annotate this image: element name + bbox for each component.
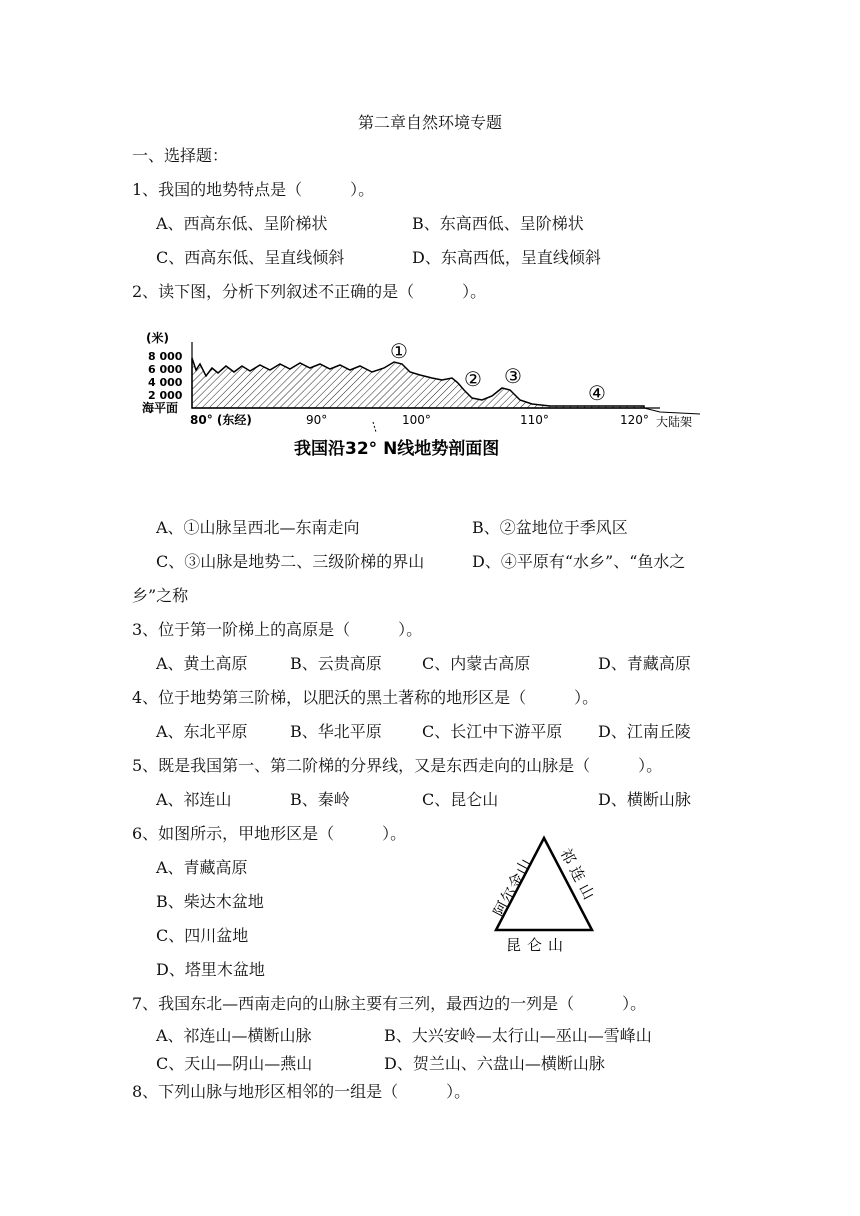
- label-qilian-mountains: 祁连山: [556, 845, 601, 907]
- q3-stem: 3、位于第一阶梯上的高原是（ ）。: [132, 620, 423, 639]
- q4-stem: 4、位于地势第三阶梯，以肥沃的黑土著称的地形区是（ ）。: [132, 688, 599, 707]
- q5-option-c: C、昆仑山: [422, 790, 499, 809]
- y-tick-6000: 6 000: [148, 363, 183, 376]
- x-tick-100: 100°: [402, 413, 431, 427]
- q4-option-c: C、长江中下游平原: [422, 722, 563, 741]
- q3-option-a: A、黄土高原: [156, 654, 248, 673]
- profile-caption: 我国沿32° N线地势剖面图: [294, 439, 500, 459]
- q6-option-a: A、青藏高原: [156, 858, 248, 877]
- q4-option-d: D、江南丘陵: [598, 722, 691, 741]
- q2-option-a: A、①山脉呈西北—东南走向: [156, 518, 360, 537]
- q1-option-b: B、东高西低、呈阶梯状: [412, 214, 584, 233]
- q1-option-d: D、东高西低，呈直线倾斜: [412, 248, 601, 267]
- q5-option-d: D、横断山脉: [598, 790, 691, 809]
- marker-2: ②: [464, 367, 482, 391]
- x-tick-80: 80° (东经): [190, 413, 252, 427]
- marker-1: ①: [390, 339, 408, 363]
- q1-option-a: A、西高东低、呈阶梯状: [156, 214, 328, 233]
- q2-option-b: B、②盆地位于季风区: [472, 518, 628, 537]
- y-tick-8000: 8 000: [148, 350, 183, 363]
- page-title: 第二章自然环境专题: [357, 113, 502, 132]
- q6-option-d: D、塔里木盆地: [156, 960, 265, 979]
- y-tick-2000: 2 000: [148, 389, 183, 402]
- q6-option-b: B、柴达木盆地: [156, 892, 264, 911]
- q7-option-c: C、天山—阴山—燕山: [156, 1054, 313, 1073]
- q1-option-c: C、西高东低、呈直线倾斜: [156, 248, 345, 267]
- q6-stem: 6、如图所示，甲地形区是（ ）。: [132, 824, 407, 843]
- q7-option-d: D、贺兰山、六盘山—横断山脉: [384, 1054, 605, 1073]
- tick-mark-32n: [373, 422, 376, 432]
- q3-option-c: C、内蒙古高原: [422, 654, 531, 673]
- q7-option-b: B、大兴安岭—太行山—巫山—雪峰山: [384, 1026, 652, 1045]
- q5-option-a: A、祁连山: [156, 790, 232, 809]
- terrain-profile: [192, 358, 644, 408]
- q6-option-c: C、四川盆地: [156, 926, 249, 945]
- marker-4: ④: [588, 381, 606, 405]
- continental-shelf-line: [644, 408, 700, 414]
- profile-unit: (米): [146, 331, 169, 345]
- sea-level-label: 海平面: [142, 401, 179, 415]
- q2-option-d-continued: 乡”之称: [132, 586, 189, 605]
- x-tick-110: 110°: [520, 413, 549, 427]
- mountain-triangle-figure: [470, 830, 620, 960]
- q7-option-a: A、祁连山—横断山脉: [156, 1026, 312, 1045]
- terrain-profile-figure: [140, 328, 710, 463]
- q8-stem: 8、下列山脉与地形区相邻的一组是（ ）。: [132, 1082, 471, 1101]
- label-kunlun-mountains: 昆仑山: [506, 936, 570, 954]
- q3-option-d: D、青藏高原: [598, 654, 691, 673]
- q7-stem: 7、我国东北—西南走向的山脉主要有三列，最西边的一列是（ ）。: [132, 994, 647, 1013]
- q5-option-b: B、秦岭: [290, 790, 350, 809]
- y-tick-4000: 4 000: [148, 376, 183, 389]
- label-altun-mountains: 阿尔金山: [489, 854, 536, 920]
- q4-option-a: A、东北平原: [156, 722, 248, 741]
- q2-option-c: C、③山脉是地势二、三级阶梯的界山: [156, 552, 425, 571]
- q5-stem: 5、既是我国第一、第二阶梯的分界线，又是东西走向的山脉是（ ）。: [132, 756, 663, 775]
- q3-option-b: B、云贵高原: [290, 654, 382, 673]
- x-tick-120: 120°: [620, 413, 649, 427]
- q1-stem: 1、我国的地势特点是（ ）。: [132, 180, 375, 199]
- q4-option-b: B、华北平原: [290, 722, 382, 741]
- marker-3: ③: [504, 364, 522, 388]
- q2-stem: 2、读下图，分析下列叙述不正确的是（ ）。: [132, 282, 487, 301]
- q2-option-d: D、④平原有“水乡”、“鱼水之: [472, 552, 686, 571]
- section-heading: 一、选择题：: [132, 146, 229, 165]
- shelf-label: 大陆架: [656, 415, 693, 429]
- x-tick-90: 90°: [306, 413, 328, 427]
